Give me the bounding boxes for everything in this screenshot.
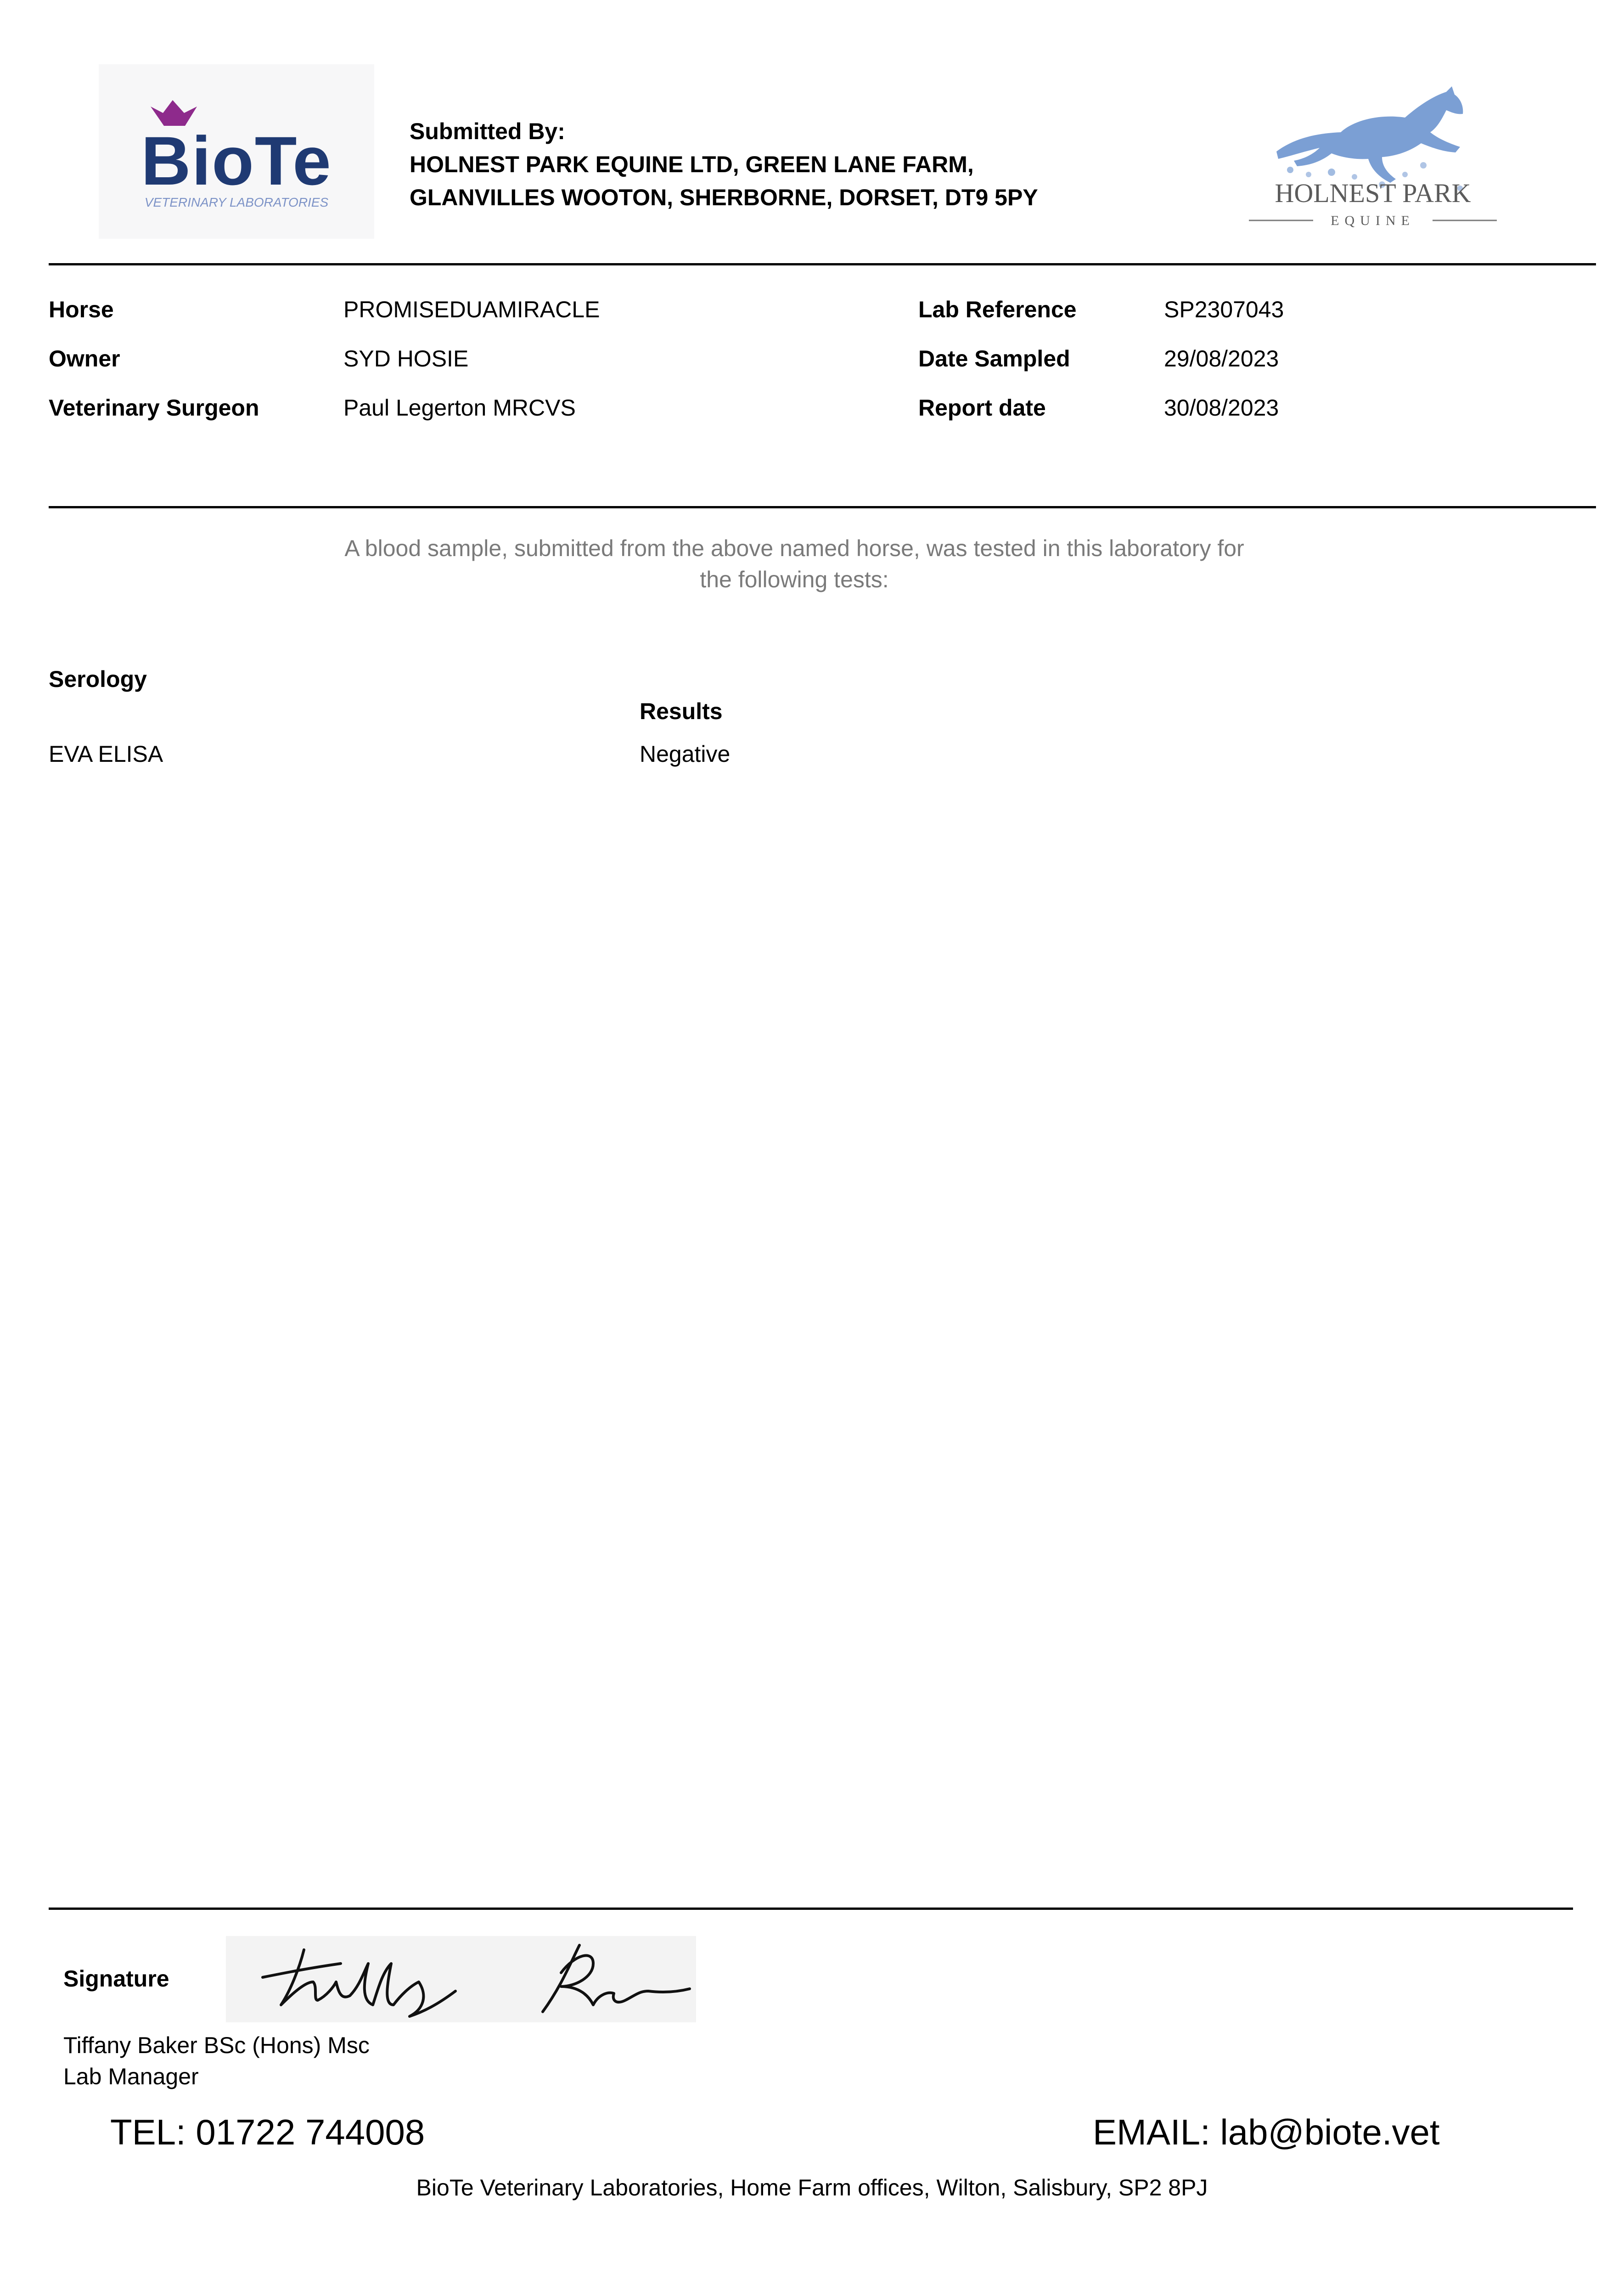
holnest-park-logo (1244, 78, 1501, 230)
lab-reference-value: SP2307043 (1164, 297, 1284, 322)
biote-logo (99, 64, 374, 239)
submitter-line-2: GLANVILLES WOOTON, SHERBORNE, DORSET, DT9 5PY (410, 185, 1038, 210)
details-divider (49, 506, 1596, 508)
horse-value: PROMISEDUAMIRACLE (343, 297, 600, 322)
signer-title: Lab Manager (63, 2064, 199, 2089)
email: EMAIL: lab@biote.vet (1093, 2112, 1440, 2152)
submitter-line-1: HOLNEST PARK EQUINE LTD, GREEN LANE FARM, (410, 152, 974, 177)
handwritten-signature-icon (226, 1936, 696, 2022)
test-result: Negative (640, 741, 731, 767)
intro-line-1: A blood sample, submitted from the above named horse, was tested in this laboratory for (344, 535, 1244, 561)
biote-tagline: VETERINARY LABORATORIES (144, 195, 329, 209)
date-sampled-value: 29/08/2023 (1164, 346, 1279, 371)
submitted-by-label: Submitted By: (410, 118, 565, 144)
holnest-subtitle: EQUINE (1331, 213, 1415, 228)
serology-title: Serology (49, 666, 147, 692)
holnest-name: HOLNEST PARK (1275, 178, 1471, 208)
vet-surgeon-value: Paul Legerton MRCVS (343, 395, 576, 421)
signature-label: Signature (63, 1966, 169, 1992)
submitted-by-block (410, 115, 1190, 214)
signer-name: Tiffany Baker BSc (Hons) Msc (63, 2032, 370, 2058)
footer-divider (49, 1908, 1573, 1910)
results-header: Results (640, 698, 723, 724)
header-divider (49, 263, 1596, 265)
owner-value: SYD HOSIE (343, 346, 469, 371)
vet-surgeon-label: Veterinary Surgeon (49, 395, 259, 421)
jumping-horse-icon (1276, 86, 1463, 191)
lab-reference-label: Lab Reference (918, 297, 1077, 322)
telephone: TEL: 01722 744008 (110, 2112, 425, 2152)
signature-image (226, 1936, 696, 2022)
horse-label: Horse (49, 297, 114, 322)
biote-wordmark: BioTe (141, 122, 332, 199)
report-date-label: Report date (918, 395, 1046, 421)
date-sampled-label: Date Sampled (918, 346, 1070, 371)
intro-line-2: the following tests: (700, 567, 889, 592)
intro-text (275, 533, 1313, 595)
report-date-value: 30/08/2023 (1164, 395, 1279, 421)
signer-block (63, 2030, 370, 2092)
lab-address: BioTe Veterinary Laboratories, Home Farm offices, Wilton, Salisbury, SP2 8PJ (416, 2175, 1208, 2200)
owner-label: Owner (49, 346, 120, 371)
test-name: EVA ELISA (49, 741, 163, 767)
